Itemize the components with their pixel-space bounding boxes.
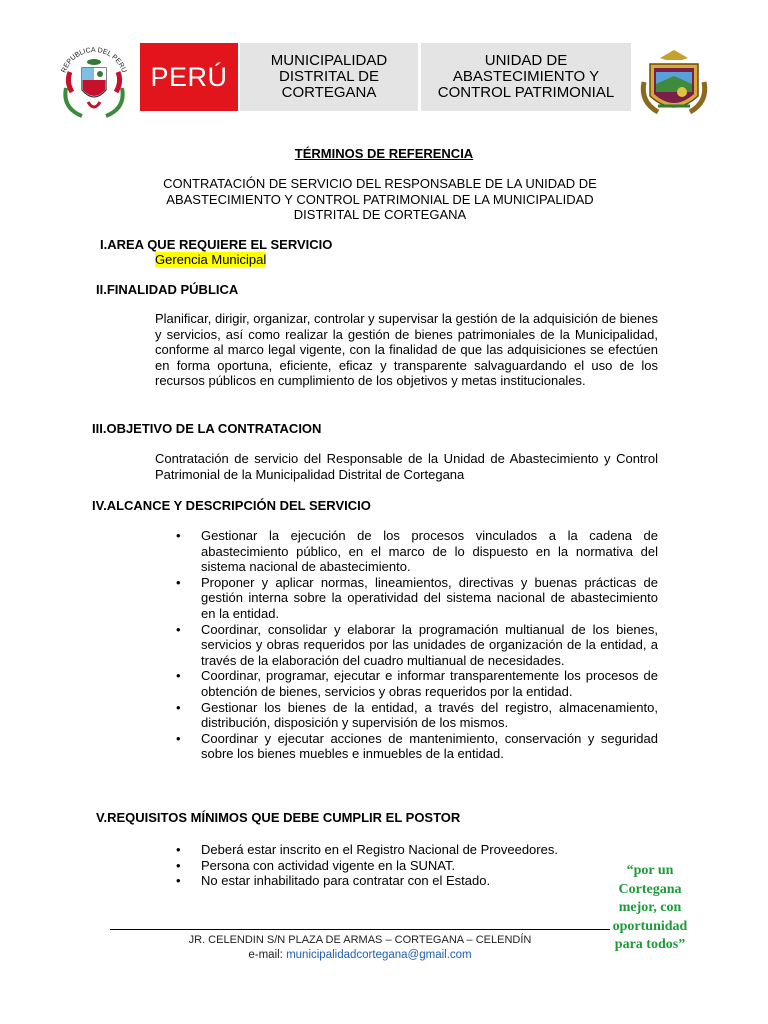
area-value: Gerencia Municipal — [155, 252, 267, 267]
section-3-heading — [92, 421, 321, 436]
subtitle-line-1: CONTRATACIÓN DE SERVICIO DEL RESPONSABLE DE LA UNIDAD DE — [163, 176, 597, 191]
bullet-icon: • — [176, 730, 181, 746]
section-5-number: V. — [96, 810, 108, 825]
slogan-line-4: oportunidad — [612, 918, 688, 934]
section-5-heading — [96, 810, 460, 825]
bullet-icon: • — [176, 857, 181, 873]
section-4-heading — [92, 498, 371, 513]
subtitle-line-2: ABASTECIMIENTO Y CONTROL PATRIMONIAL DE LA MUNICIPALIDAD — [166, 191, 594, 207]
section-3-text: Contratación de servicio del Responsable de la Unidad de Abastecimiento y Control Patrimonial de la Municipalidad Distrital de Cortegana — [155, 451, 658, 482]
unit-line-1: UNIDAD DE — [484, 52, 568, 69]
list-item-text: Coordinar y ejecutar acciones de mantenimiento, conservación y seguridad sobre los bienes muebles e inmuebles de la entidad. — [201, 730, 658, 762]
list-item — [176, 574, 658, 622]
bullet-icon: • — [176, 621, 181, 637]
footer-email — [110, 949, 610, 961]
section-1-value — [155, 252, 266, 268]
list-item-text: Gestionar los bienes de la entidad, a través del registro, almacenamiento, distribución, disposición y supervisión de los mismos. — [201, 699, 658, 731]
slogan-line-1: “por un — [626, 863, 674, 878]
list-item — [176, 668, 658, 699]
bullet-icon: • — [176, 528, 181, 543]
municipality-line-2: DISTRITAL DE — [278, 68, 379, 85]
list-item — [176, 699, 658, 731]
list-item-text: Deberá estar inscrito en el Registro Nacional de Proveedores. — [201, 842, 558, 857]
section-5-list — [176, 842, 621, 889]
section-3-number: III. — [92, 421, 107, 436]
list-item-text: Coordinar, consolidar y elaborar la programación multianual de los bienes, servicios y obras requeridos por las unidades de organización de la entidad, a través de la elaboración del cuadro multianual de necesidades. — [201, 621, 658, 668]
bullet-icon: • — [176, 873, 181, 889]
list-item — [176, 873, 621, 889]
section-5-title: REQUISITOS MÍNIMOS QUE DEBE CUMPLIR EL POSTOR — [107, 810, 461, 825]
section-3-title: OBJETIVO DE LA CONTRATACION — [106, 421, 322, 436]
municipality-header — [240, 43, 418, 111]
email-label: e-mail: — [248, 949, 287, 961]
bullet-icon: • — [176, 842, 181, 857]
subtitle-line-3: DISTRITAL DE CORTEGANA — [293, 207, 467, 222]
slogan — [602, 862, 698, 955]
section-4-list — [176, 528, 658, 762]
section-2-number: II. — [96, 282, 107, 297]
list-item-text: Proponer y aplicar normas, lineamientos, directivas y buenas prácticas de gestión interna sobre la operatividad del sistema nacional de abastecimiento en la entidad. — [201, 574, 658, 621]
section-1-title: AREA QUE REQUIERE EL SERVICIO — [107, 237, 333, 252]
slogan-line-5: para todos” — [614, 937, 686, 952]
document-subtitle — [150, 176, 610, 223]
bullet-icon: • — [176, 574, 181, 590]
list-item — [176, 842, 621, 858]
email-link[interactable]: municipalidadcortegana@gmail.com — [286, 949, 472, 961]
unit-line-2: ABASTECIMIENTO Y — [452, 68, 600, 85]
list-item — [176, 730, 658, 762]
document-title: TÉRMINOS DE REFERENCIA — [294, 146, 474, 161]
municipality-line-3: CORTEGANA — [281, 84, 377, 101]
list-item — [176, 621, 658, 669]
unit-line-3: CONTROL PATRIMONIAL — [437, 84, 615, 101]
list-item-text: Gestionar la ejecución de los procesos vinculados a la cadena de abastecimiento público, en el marco de lo dispuesto en la normativa del sistema nacional de abastecimiento. — [201, 528, 658, 575]
slogan-line-3: mejor, con — [618, 900, 682, 915]
municipality-line-1: MUNICIPALIDAD — [270, 52, 388, 69]
peru-coat-of-arms-icon — [52, 38, 136, 122]
section-2-text: Planificar, dirigir, organizar, controlar y supervisar la gestión de la adquisición de bienes y servicios, así como realizar la gestión de bienes patrimoniales de la Municipalidad, conforme al marco legal vigente, con la finalidad de que las adquisiciones se efectúen en forma oportuna, eficiente, eficaz y transparente salvaguardando el uso de los recursos públicos en cumplimiento de los objetivos y metas institucionales. — [155, 311, 658, 389]
section-2-heading — [96, 282, 238, 297]
list-item — [176, 528, 658, 575]
bullet-icon: • — [176, 699, 181, 715]
seal-text: REPUBLICA DEL PERU — [60, 46, 128, 74]
list-item-text: Persona con actividad vigente en la SUNAT. — [201, 857, 456, 873]
bullet-icon: • — [176, 668, 181, 684]
footer-divider — [110, 929, 610, 930]
cortegana-emblem-icon — [636, 46, 712, 122]
list-item-text: No estar inhabilitado para contratar con el Estado. — [201, 873, 491, 889]
section-2-title: FINALIDAD PÚBLICA — [106, 282, 239, 297]
slogan-line-2: Cortegana — [618, 881, 682, 897]
unit-header — [421, 43, 631, 111]
section-4-number: IV. — [92, 498, 107, 513]
list-item — [176, 857, 621, 874]
list-item-text: Coordinar, programar, ejecutar e informar transparentemente los procesos de obtención de bienes, servicios y obras requeridos por la entidad. — [201, 668, 658, 699]
country-banner: PERÚ — [140, 43, 238, 111]
section-1-number: I. — [100, 237, 108, 252]
section-1-heading — [100, 237, 332, 252]
section-4-title: ALCANCE Y DESCRIPCIÓN DEL SERVICIO — [106, 498, 371, 513]
footer-address: JR. CELENDIN S/N PLAZA DE ARMAS – CORTEGANA – CELENDÍN — [188, 934, 532, 946]
